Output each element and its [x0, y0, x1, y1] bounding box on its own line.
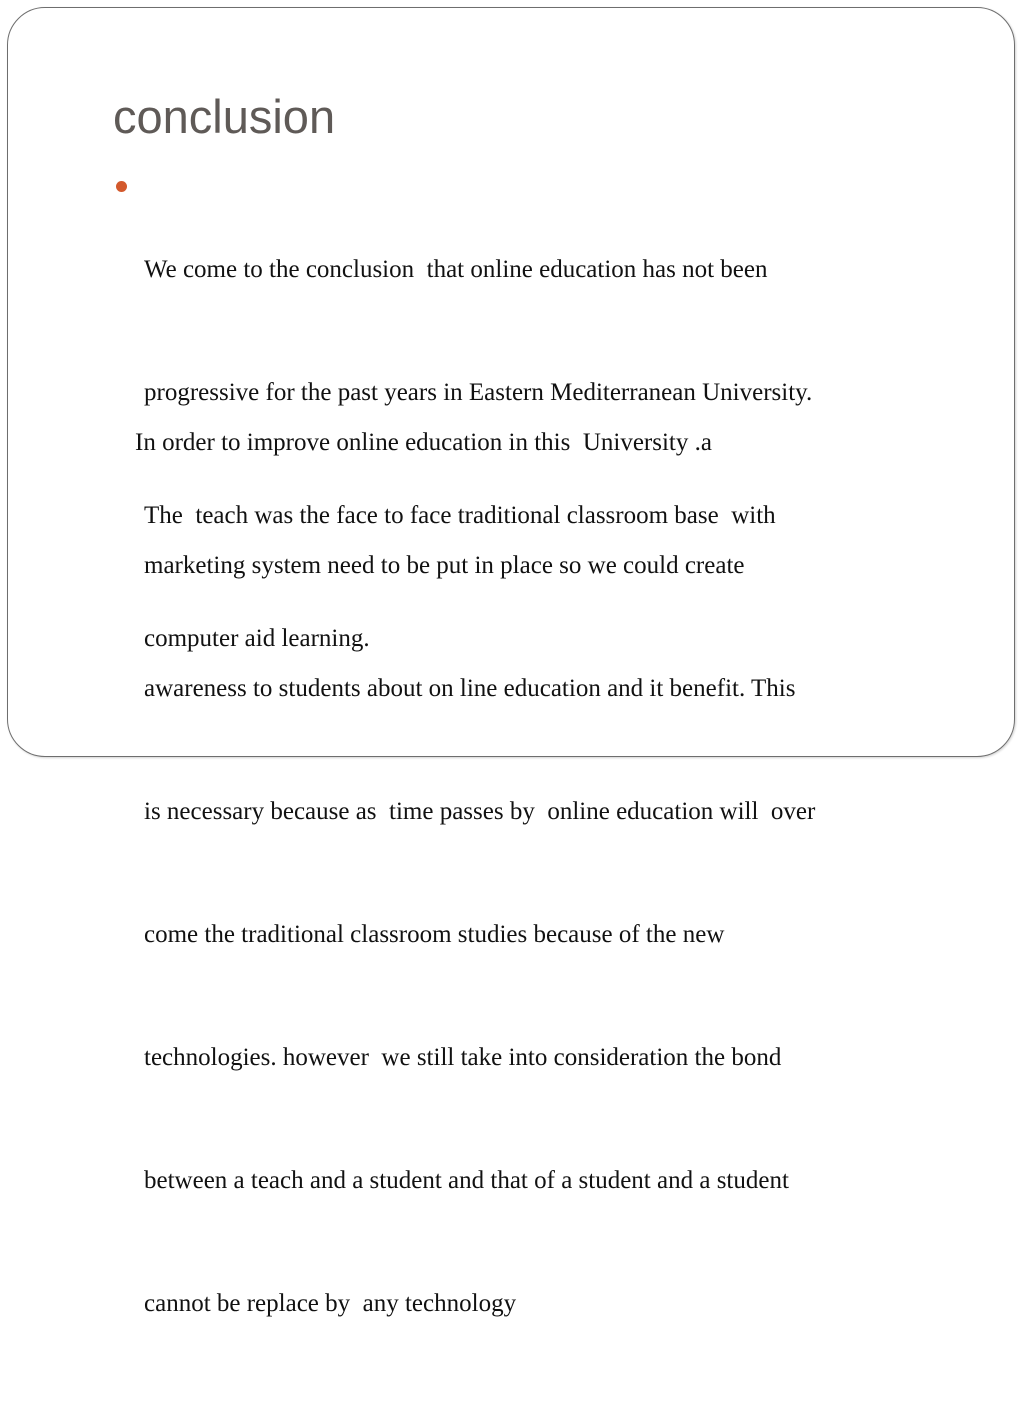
paragraph-2-line: marketing system need to be put in place so we could create	[144, 552, 745, 579]
paragraph-2-line: come the traditional classroom studies because of the new	[144, 921, 725, 948]
paragraph-1-line: progressive for the past years in Eastern Mediterranean University.	[144, 379, 813, 406]
paragraph-2-line: is necessary because as time passes by online education will over	[144, 798, 816, 825]
paragraph-2-line: cannot be replace by any technology	[144, 1290, 517, 1317]
paragraph-2-line: between a teach and a student and that of a student and a student	[144, 1167, 789, 1194]
paragraph-2-line: In order to improve online education in this University .a	[135, 429, 712, 456]
paragraph-1-line: The teach was the face to face traditional classroom base with	[144, 502, 776, 529]
paragraph-1-line: computer aid learning.	[144, 625, 370, 652]
conclusion-paragraph-2	[135, 340, 816, 1406]
paragraph-2-line: technologies. however we still take into consideration the bond	[144, 1044, 782, 1071]
paragraph-2-line: awareness to students about on line education and it benefit. This	[144, 675, 796, 702]
paragraph-1-line: We come to the conclusion that online education has not been	[144, 256, 768, 283]
bullet-dot-icon	[116, 181, 127, 192]
slide-title: conclusion	[113, 90, 336, 143]
